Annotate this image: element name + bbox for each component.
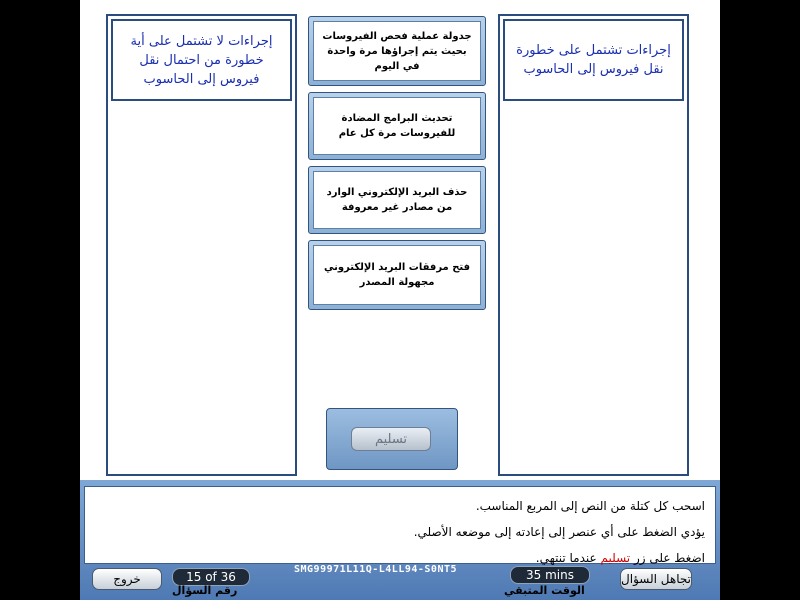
- exit-button[interactable]: خروج: [92, 568, 162, 590]
- bottom-bar: [80, 480, 720, 600]
- no-risk-column-header: إجراءات لا تشتمل على أية خطورة من احتمال نقل فيروس إلى الحاسوب: [111, 19, 292, 101]
- time-remaining-caption: الوقت المتبقي: [504, 584, 585, 597]
- drag-card-3[interactable]: [308, 166, 486, 234]
- instruction-line-3-end: عندما تنتهي.: [535, 551, 601, 565]
- time-remaining: 35 mins: [510, 566, 590, 584]
- risk-drop-zone[interactable]: [498, 14, 689, 476]
- submit-button[interactable]: تسليم: [351, 427, 431, 451]
- instructions-box: [84, 486, 716, 564]
- drag-card-1-text: جدولة عملية فحص الفيروسات بحيث يتم إجراؤها مرة واحدة في اليوم: [313, 21, 481, 81]
- no-risk-drop-zone[interactable]: [106, 14, 297, 476]
- drag-card-1[interactable]: [308, 16, 486, 86]
- drag-card-4-text: فتح مرفقات البريد الإلكتروني مجهولة المصدر: [313, 245, 481, 305]
- skip-question-button[interactable]: تجاهل السؤال: [620, 568, 692, 590]
- instruction-line-2: يؤدي الضغط على أي عنصر إلى إعادته إلى موضعه الأصلي.: [413, 525, 705, 539]
- question-stage: [80, 0, 720, 480]
- instruction-line-3-start: اضغط على زر: [630, 551, 705, 565]
- drag-card-2-text: تحديث البرامج المضادة للفيروسات مرة كل عام: [313, 97, 481, 155]
- risk-column-header: إجراءات تشتمل على خطورة نقل فيروس إلى الحاسوب: [503, 19, 684, 101]
- instruction-submit-highlight: تسليم: [600, 551, 631, 565]
- submit-panel: [326, 408, 458, 470]
- question-code: SMG99971L11Q-L4LL94-S0NT5: [294, 564, 458, 575]
- question-counter: 15 of 36: [172, 568, 250, 586]
- question-counter-caption: رقم السؤال: [172, 584, 238, 597]
- drag-card-2[interactable]: [308, 92, 486, 160]
- instruction-line-1: اسحب كل كتلة من النص إلى المربع المناسب.: [475, 499, 705, 513]
- drag-card-4[interactable]: [308, 240, 486, 310]
- drag-card-3-text: حذف البريد الإلكتروني الوارد من مصادر غير معروفة: [313, 171, 481, 229]
